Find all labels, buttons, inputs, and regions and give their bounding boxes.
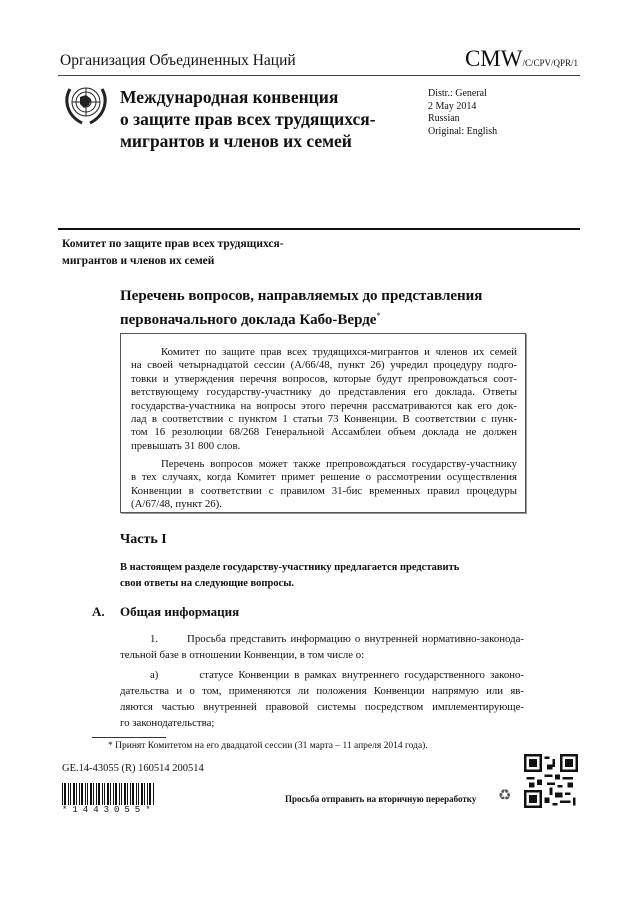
- text-line: Комитет по защите прав всех трудящихся-мигрантов и членов их семей: [161, 346, 517, 358]
- organization-name: Организация Объединенных Наций: [60, 52, 296, 69]
- original-language: Original: English: [428, 125, 498, 137]
- text-line: в тех случаях, когда Комитет примет решение о рассмотрении осуществления: [131, 471, 517, 484]
- document-symbol: [465, 46, 578, 72]
- title-line: мигрантов и членов их семей: [120, 131, 352, 151]
- box-paragraph-2: [131, 458, 517, 512]
- text-line: Перечень вопросов может также препровождаться государству-участнику: [161, 458, 517, 470]
- text-line: В настоящем разделе государству-участнику предлагается представить: [120, 562, 460, 573]
- text-line: го законодательства;: [120, 717, 215, 729]
- text-line: тельной базе в отношении Конвенции, в том числе о:: [120, 649, 365, 661]
- barcode-number: *1443055*: [62, 805, 156, 815]
- barcode-icon: [62, 783, 154, 805]
- text-line: Конвенции в соответствии с правилом 31-бис временных правил процедуры: [131, 484, 517, 497]
- language: Russian: [428, 113, 460, 124]
- text-line: свои ответы на следующие вопросы.: [120, 577, 295, 589]
- un-emblem-icon: [62, 81, 110, 127]
- job-number: GE.14-43055 (R) 160514 200514: [62, 763, 204, 774]
- section-title: Общая информация: [120, 604, 240, 619]
- committee-line: мигрантов и членов их семей: [62, 255, 215, 267]
- title-line: о защите прав всех трудящихся-: [120, 109, 376, 129]
- text-line: товки и утверждения перечня вопросов, которые будут препровождаться соот-: [131, 372, 517, 385]
- text-line: ляются частью внутренней правовой системы посредством имплементирующе-: [120, 701, 524, 713]
- footnote-mark: *: [376, 311, 381, 320]
- recycle-notice: Просьба отправить на вторичную переработку: [285, 794, 477, 804]
- text-line: дательства и о том, применяются ли положения Конвенции напрямую или яв-: [120, 685, 524, 697]
- document-heading: [120, 287, 482, 330]
- part-heading: Часть I: [120, 532, 167, 547]
- paragraph-1a: [120, 667, 524, 731]
- text-line: (A/67/48, пункт 26).: [131, 498, 222, 511]
- text-line: a) статусе Конвенции в рамках внутреннего государственного законо-: [150, 669, 524, 681]
- date: 2 May 2014: [428, 100, 477, 112]
- distr: Distr.: General: [428, 88, 487, 99]
- title-line: Международная конвенция: [120, 87, 339, 107]
- paragraph-1: [120, 631, 524, 663]
- title-rule: [58, 228, 580, 230]
- heading-line: первоначального доклада Кабо-Верде: [120, 312, 377, 328]
- committee-name: [62, 236, 284, 270]
- section-a-heading: [92, 604, 239, 620]
- text-line: том 16 резолюции 68/268 Генеральной Ассамблеи объем доклада не должен: [131, 426, 517, 439]
- section-letter: A.: [92, 604, 105, 619]
- text-line: 1. Просьба представить информацию о внутренней нормативно-законода-: [150, 633, 524, 645]
- symbol-suffix: /C/CPV/QPR/1: [522, 58, 578, 68]
- text-line: лад в соответствии с пунктом 1 статьи 73 Конвенции. В соответствии с пунк-: [131, 413, 517, 426]
- box-paragraph-1: [131, 346, 517, 453]
- text-line: на своей четырнадцатой сессии (A/66/48, пункт 26) учредил процедуру подго-: [131, 359, 517, 372]
- text-line: превышать 31 800 слов.: [131, 439, 241, 452]
- info-box: [120, 333, 526, 513]
- heading-line: Перечень вопросов, направляемых до представления: [120, 288, 483, 304]
- part-intro: [120, 560, 459, 591]
- committee-line: Комитет по защите прав всех трудящихся-: [62, 238, 284, 250]
- footnote: * Принят Комитетом на его двадцатой сессии (31 марта – 11 апреля 2014 года).: [108, 741, 428, 751]
- symbol-main: CMW: [464, 46, 523, 71]
- header-rule: [58, 75, 580, 76]
- footnote-rule: [92, 737, 166, 738]
- convention-title: [120, 86, 376, 152]
- text-line: государства-участника на вопросы этого перечня рассматриваются как его док-: [131, 399, 517, 412]
- recycle-icon: ♻: [498, 788, 512, 804]
- qr-code-icon: [524, 753, 578, 809]
- distribution-info: [428, 88, 497, 138]
- text-line: ветствующему государству-участнику до представления его доклада. Ответы: [131, 386, 517, 399]
